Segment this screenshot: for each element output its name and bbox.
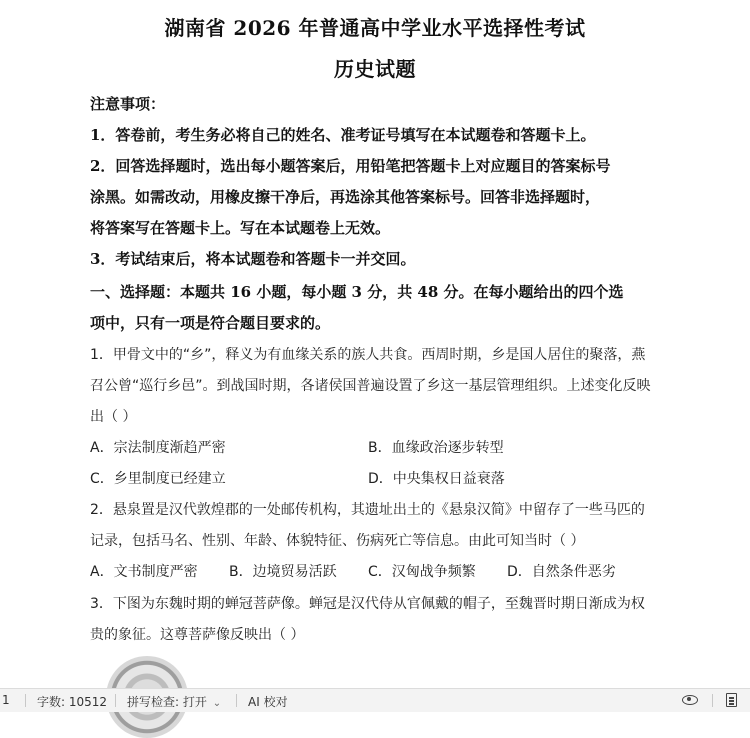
exam-title: 湖南省 2026 年普通高中学业水平选择性考试 [164, 16, 586, 40]
exam-subtitle: 历史试题 [334, 57, 416, 81]
notice-item-2-line-2: 涂黑。如需改动，用橡皮擦干净后，再选涂其他答案标号。回答非选择题时， [90, 188, 601, 206]
status-divider [25, 694, 26, 707]
question-1-line-2: 召公曾“巡行乡邑”。到战国时期，各诸侯国普遍设置了乡这一基层管理组织。上述变化反映 [90, 378, 651, 394]
status-bar [0, 688, 750, 712]
question-1-line-1: 1．甲骨文中的“乡”，释义为有血缘关系的族人共食。西周时期，乡是国人居住的聚落，燕 [90, 347, 646, 363]
chevron-down-icon: ⌄ [212, 698, 222, 709]
question-1-option-d: D．中央集权日益衰落 [368, 471, 505, 487]
page-number[interactable]: 1 [2, 693, 10, 707]
notice-item-3: 3．考试结束后，将本试题卷和答题卡一并交回。 [90, 250, 416, 268]
eye-icon[interactable] [682, 695, 698, 705]
question-3-line-1: 3．下图为东魏时期的蝉冠菩萨像。蝉冠是汉代侍从官佩戴的帽子，至魏晋时期日渐成为权 [90, 596, 645, 612]
section-heading-line-2: 项中，只有一项是符合题目要求的。 [90, 314, 331, 332]
question-2-option-c: C．汉匈战争频繁 [368, 564, 476, 580]
question-3-line-2: 贵的象征。这尊菩萨像反映出（ ） [90, 627, 305, 643]
question-1-option-a: A．宗法制度渐趋严密 [90, 440, 226, 456]
question-2-option-b: B．边境贸易活跃 [229, 564, 337, 580]
notice-heading: 注意事项： [90, 95, 166, 113]
question-2-option-a: A．文书制度严密 [90, 564, 198, 580]
notice-item-2-line-3: 将答案写在答题卡上。写在本试题卷上无效。 [90, 219, 391, 237]
word-count[interactable]: 字数: 10512 [37, 695, 108, 709]
status-divider [115, 694, 116, 707]
question-2-option-d: D．自然条件恶劣 [507, 564, 616, 580]
page-view-icon[interactable] [726, 693, 737, 707]
spell-check-toggle[interactable] [127, 693, 221, 710]
question-2-line-1: 2．悬泉置是汉代敦煌郡的一处邮传机构，其遗址出土的《悬泉汉简》中留存了一些马匹的 [90, 502, 645, 518]
section-heading-line-1: 一、选择题：本题共 16 小题，每小题 3 分，共 48 分。在每小题给出的四个选 [90, 283, 624, 301]
notice-item-2-line-1: 2．回答选择题时，选出每小题答案后，用铅笔把答题卡上对应题目的答案标号 [90, 157, 611, 175]
question-1-option-b: B．血缘政治逐步转型 [368, 440, 504, 456]
spell-check-label: 拼写检查: 打开 [127, 695, 207, 709]
question-2-line-2: 记录，包括马名、性别、年龄、体貌特征、伤病死亡等信息。由此可知当时（ ） [90, 533, 585, 549]
ai-proofread-button[interactable]: AI 校对 [248, 695, 288, 709]
status-divider [712, 694, 713, 707]
question-1-line-3: 出（ ） [90, 409, 137, 425]
question-1-option-c: C．乡里制度已经建立 [90, 471, 226, 487]
notice-item-1: 1．答卷前，考生务必将自己的姓名、准考证号填写在本试题卷和答题卡上。 [90, 126, 596, 144]
status-divider [236, 694, 237, 707]
